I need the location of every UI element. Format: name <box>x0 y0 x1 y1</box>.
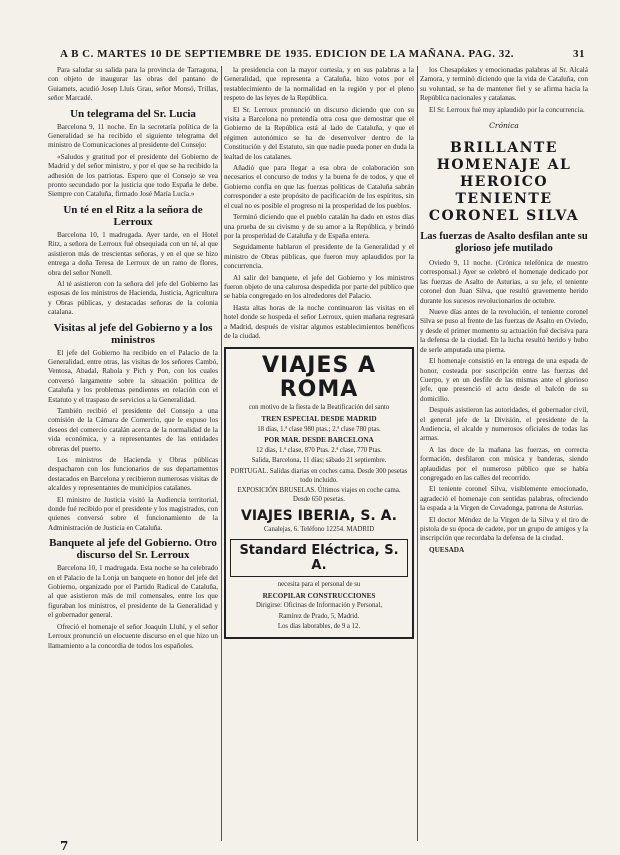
paragraph: El doctor Méndez de la Virgen de la Silva y el tiro de pistola de su época de cadete, por un grupo de amigos y la inscripción que recordaba la defensa de la ciudad. <box>420 515 588 543</box>
advertisement-viajes <box>224 347 414 639</box>
ad-line: necesita para el personal de su <box>277 580 361 588</box>
ad-line: 12 días, 1.ª clase, 870 Ptas. 2.ª clase, 770 Ptas. <box>256 446 382 454</box>
ad-title: VIAJES A ROMA <box>262 353 376 403</box>
page-number: 31 <box>573 48 585 60</box>
paragraph: Al té asistieron con la señora del jefe del Gobierno las esposas de los ministros de Hacienda, Justicia, Agricultura y Obras públicas, y destacadas señoras de la colonia catalana. <box>48 279 218 317</box>
ad-address: Canalejas, 6. Teléfono 12254. MADRID <box>263 526 375 534</box>
column-3 <box>420 66 588 841</box>
ad-company: VIAJES IBERIA, S. A. <box>240 508 398 525</box>
paragraph: A las doce de la mañana las fuerzas, en correcta formación, desfilaron con música y banderas, siendo aplaudidas por el numeroso público que se había congregado en las calles del recorrido. <box>420 445 588 482</box>
footer-mark: 7 <box>60 839 69 853</box>
ad-line: 18 días, 1.ª clase 980 ptas.; 2.ª clase 780 ptas. <box>257 425 381 433</box>
ad-line: Los días laborables, de 9 a 12. <box>277 623 361 631</box>
paragraph: Oviedo 9, 11 noche. (Crónica telefónica de nuestro corresponsal.) Ayer se celebró el homenaje dedicado por las fuerzas de Asalto de Asturias, a su jefe, el teniente coronel don Juan Silva, que resultó gravemente herido durante los sucesos revolucionarios de octubre. <box>420 259 588 305</box>
paragraph: Seguidamente hablaron el presidente de la Generalidad y el ministro de Obras públicas, que fueron muy aplaudidos por la concurrencia. <box>224 243 414 271</box>
ad-line: TREN ESPECIAL DESDE MADRID <box>261 414 377 423</box>
paragraph: Nueve días antes de la revolución, el teniente coronel Silva se puso al frente de las fuerzas de Asalto en Oviedo, y desde el primer momento su actuación fué decisiva para la defensa de la ciudad. En la lucha resultó herido y hubo de serle amputada una pierna. <box>420 308 588 354</box>
paragraph: También recibió el presidente del Consejo a una comisión de la Cámara de Comercio, que le expuso los deseos del comercio catalán acerca de la normalidad de la vida económica, y a representantes de las entidades obreras del puerto. <box>48 406 218 453</box>
ad-line: con motivo de la fiesta de la Beatificación del santo <box>248 404 390 412</box>
paragraph: Barcelona 10, 1 madrugada. Ayer tarde, en el Hotel Ritz, a señora de Lerroux fué obsequiada con un té, al que asistieron más de trescientas señoras, y en el que se hizo entrega a doña Teresa de Lerroux de un ramo de flores, obra del señor Nonell. <box>48 230 218 277</box>
subheadline-asalto: Las fuerzas de Asalto desfilan ante su glorioso jefe mutilado <box>420 231 588 255</box>
header-text: A B C. MARTES 10 DE SEPTIEMBRE DE 1935. EDICION DE LA MAÑANA. PAG. 32. <box>60 48 514 60</box>
paragraph: Los ministros de Hacienda y Obras públicas despacharon con los funcionarios de sus departamentos destacados en Barcelona y recibieron numerosas visitas de alcaldes y representantes de municipios catalanes. <box>48 456 218 493</box>
author-signature: QUESADA <box>429 545 465 554</box>
column-rule-2 <box>417 66 418 841</box>
ad-line: Ramírez de Prado, 5, Madrid. <box>278 612 360 620</box>
ad-line: POR MAR. DESDE BARCELONA <box>264 436 374 445</box>
paragraph: El teniente coronel Silva, visiblemente emocionado, agradeció el homenaje con sentidas palabras, ofreciendo la espada a la Virgen de Covadonga, patrona de Asturias. <box>420 485 588 513</box>
paragraph: Después asistieron las autoridades, el gobernador civil, el general jefe de la División, el presidente de la Audiencia, el alcalde y numerosos oficiales de todas las armas. <box>420 406 588 443</box>
paragraph: Añadió que para llegar a esa obra de colaboración son necesarios el concurso de todos y la buena fe de todos, y que el Gobierno confía en que las fuerzas políticas de Cataluña sabrán corresponder a este propósito de pacificación de los espíritus, sin el cual no es posible el progreso ni la prosperidad de los pueblos. <box>224 164 414 210</box>
paragraph: El Sr. Lerroux pronunció un discurso diciendo que con su visita a Barcelona no pretendía otra cosa que demostrar que el Gobierno de la República está al lado de Cataluña, y que el régimen autonómico se ha de desenvolver dentro de la Constitución y del Estatuto, sin que nadie pueda poner en duda la lealtad de los catalanes. <box>224 105 414 161</box>
paragraph: Barcelona 10, 1 madrugada. Esta noche se ha celebrado en el Palacio de la Lonja un banquete en honor del jefe del Gobierno, organizado por el Partido Radical de Cataluña, al que asistieron más de mil comensales, entre los que figuraban los ministros, el presidente de la Generalidad y el gobernador general. <box>48 564 218 620</box>
ad-line: EXPOSICIÓN BRUSELAS. Últimos viajes en coche cama. Desde 650 pesetas. <box>237 487 401 503</box>
headline-visitas: Visitas al jefe del Gobierno y a los ministros <box>53 321 213 346</box>
paragraph: Terminó diciendo que el pueblo catalán ha dado en estos días una prueba de su civismo y de su amor a la República, y brindó por la prosperidad de Cataluña y de España entera. <box>224 213 414 240</box>
paragraph: El jefe del Gobierno ha recibido en el Palacio de la Generalidad, entre otras, las visitas de los señores Cambó, Ventosa, Abadal, Rahola y Pich y Pon, con los cuales conversó largamente sobre la situación política de Cataluña y los problemas pendientes en relación con el Estatuto y el traspaso de servicios a la Generalidad. <box>48 348 218 404</box>
column-1 <box>48 66 218 841</box>
headline-te-ritz: Un té en el Ritz a la señora de Lerroux <box>63 203 203 228</box>
ad-line: Salida, Barcelona, 11 días; sábado 21 septiembre. <box>251 457 387 465</box>
headline-banquete: Banquete al jefe del Gobierno. Otro discurso del Sr. Lerroux <box>49 537 217 562</box>
headline-telegrama: Un telegrama del Sr. Lucia <box>70 107 196 120</box>
paragraph: Barcelona 9, 11 noche. En la secretaría política de la Generalidad se ha recibido el siguiente telegrama del ministro de Comunicaciones al presidente del Consejo: <box>48 122 218 150</box>
paragraph: El Sr. Lerroux fué muy aplaudido por la concurrencia. <box>429 105 585 114</box>
paragraph: Al salir del banquete, el jefe del Gobierno y los ministros fueron objeto de una calurosa despedida por parte del público que se había congregado en los alrededores del Palacio. <box>224 273 414 301</box>
paragraph: Ofreció el homenaje el señor Joaquín Lluhí, y el señor Lerroux pronunció un elocuente discurso en el que hizo un llamamiento a la concordia de todos los españoles. <box>48 622 218 650</box>
column-2 <box>224 66 414 841</box>
paragraph: El homenaje consistió en la entrega de una espada de honor, costeada por suscripción entre las fuerzas del Cuerpo, y en un desfile de las mismas ante el glorioso jefe, que presenció el acto desde el balcón de su domicilio. <box>420 357 588 403</box>
column-rule-1 <box>221 66 222 841</box>
paragraph: «Saludos y gratitud por el presidente del Gobierno de Madrid y del señor ministro, y por el que se ha recibido la adhesión de los patriotas. Espero que el Consejo se vea pronto secundado por la justicia que todo España le debe. Siempre con Cataluña, firmado José María Lucía.» <box>48 152 218 199</box>
paragraph: Para saludar su salida para la provincia de Tarragona, con objeto de inaugurar las obras del pantano de Guiamets, acudió Josep Lluís Grau, señor Monsó, Trillas, señor Marcadé. <box>48 66 218 103</box>
page-header <box>60 48 585 60</box>
section-label: Crónica <box>489 121 519 131</box>
paragraph: la presidencia con la mayor cortesía, y en sus palabras a la Generalidad, que representa a Cataluña, hizo votos por el restablecimiento de la normalidad en la región y por el pleno respeto de las leyes de la República. <box>224 66 414 103</box>
ad-line: RECOPILAR CONSTRUCCIONES <box>262 591 376 600</box>
ad-line: PORTUGAL. Salidas diarias en coches cama. Desde 300 pesetas todo incluido. <box>230 467 408 484</box>
headline-homenaje: BRILLANTE HOMENAJE AL HEROICO TENIENTE CORONEL SILVA <box>428 140 580 225</box>
paragraph: los Chesapéakes y emocionadas palabras al Sr. Alcalá Zamora, y terminó diciendo que la vida de Cataluña, con su voluntad, se ha de mantener fiel y se afirma hacia la República nacionales y catalanas. <box>420 66 588 103</box>
ad-line: Dirigirse: Oficinas de Información y Personal, <box>255 602 383 610</box>
paragraph: Hasta altas horas de la noche continuaron las visitas en el hotel donde se hospeda el señor Lerroux, quien mañana regresará a Madrid, después de visitar algunos establecimientos benéficos de la ciudad. <box>224 303 414 340</box>
ad-standard-electrica: Standard Eléctrica, S. A. <box>230 539 408 577</box>
paragraph: El ministro de Justicia visitó la Audiencia territorial, donde fué recibido por el presidente y los magistrados, con quienes conversó sobre el funcionamiento de la Administración de Justicia en Cataluña. <box>48 495 218 532</box>
